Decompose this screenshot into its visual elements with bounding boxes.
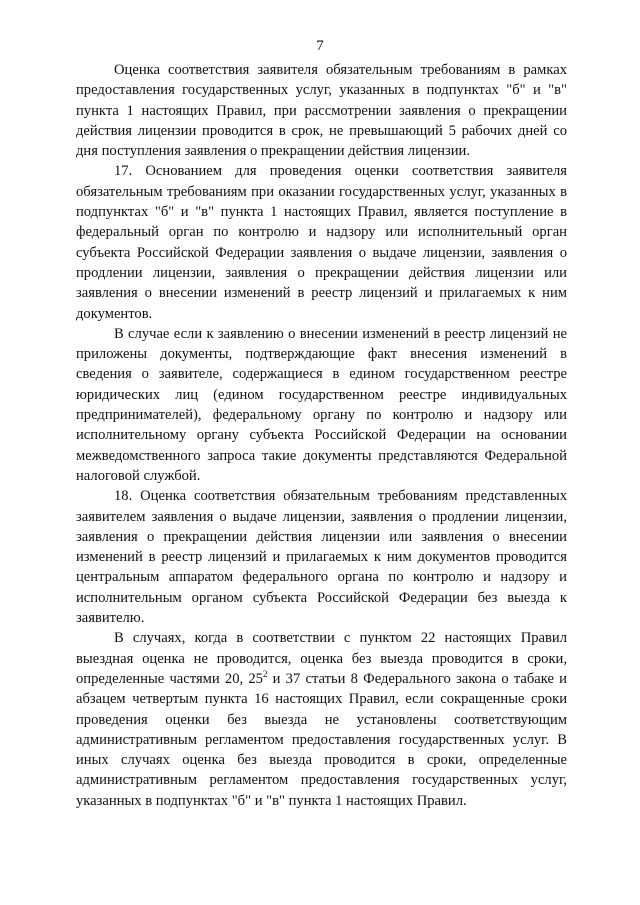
superscript-index: 2 bbox=[262, 669, 268, 680]
document-body bbox=[76, 60, 567, 811]
paragraph-evaluation-deadlines bbox=[76, 628, 567, 811]
paragraph-deadlines-part-1: В случаях, когда в соответствии с пунктом 22 настоящих Правил выездная оценка не проводится, оценка без выезда проводится в сроки, определенные частями 20, 25 bbox=[76, 630, 567, 687]
paragraph-17-basis: 17. Основанием для проведения оценки соответствия заявителя обязательным требованиям при оказании государственных услуг, указанных в подпунктах "б" и "в" пункта 1 настоящих Правил, является поступление в федеральный орган по контролю и надзору или исполнительный орган субъекта Российской Федерации заявления о выдаче лицензии, заявления о продлении лицензии, заявления о прекращении действия лицензии или заявления о внесении изменений в реестр лицензий и прилагаемых к ним документов. bbox=[76, 163, 567, 322]
paragraph-18-evaluation: 18. Оценка соответствия обязательным требованиям представленных заявителем заявления о выдаче лицензии, заявления о продлении лицензии, заявления о прекращении действия лицензии или заявления о внесении изменений в реестр лицензий и прилагаемых к ним документов проводится центральным аппаратом федерального органа по контролю и надзору и исполнительным органом субъекта Российской Федерации без выезда к заявителю. bbox=[76, 488, 567, 627]
paragraph-evaluation-term: Оценка соответствия заявителя обязательным требованиям в рамках предоставления государственных услуг, указанных в подпунктах "б" и "в" пункта 1 настоящих Правил, при рассмотрении заявления о прекращении действия лицензии проводится в срок, не превышающий 5 рабочих дней со дня поступления заявления о прекращении действия лицензии. bbox=[76, 62, 567, 160]
page-number: 7 bbox=[316, 38, 324, 54]
paragraph-registry-documents: В случае если к заявлению о внесении изменений в реестр лицензий не приложены документы, подтверждающие факт внесения изменений в сведения о заявителе, содержащиеся в едином государственном реестре юридических лиц (едином государственном реестре индивидуальных предпринимателей), федеральному органу по контролю и надзору или исполнительному органу субъекта Российской Федерации на основании межведомственного запроса такие документы представляются Федеральной налоговой службой. bbox=[76, 325, 567, 484]
paragraph-deadlines-part-2: и 37 статьи 8 Федерального закона о табаке и абзацем четвертым пункта 16 настоящих Правил, если сокращенные сроки проведения оценки без выезда не установлены соответствующим административным регламентом предоставления государственных услуг. В иных случаях оценка без выезда проводится в сроки, определенные административным регламентом предоставления государственных услуг, указанных в подпунктах "б" и "в" пункта 1 настоящих Правил. bbox=[76, 670, 567, 809]
